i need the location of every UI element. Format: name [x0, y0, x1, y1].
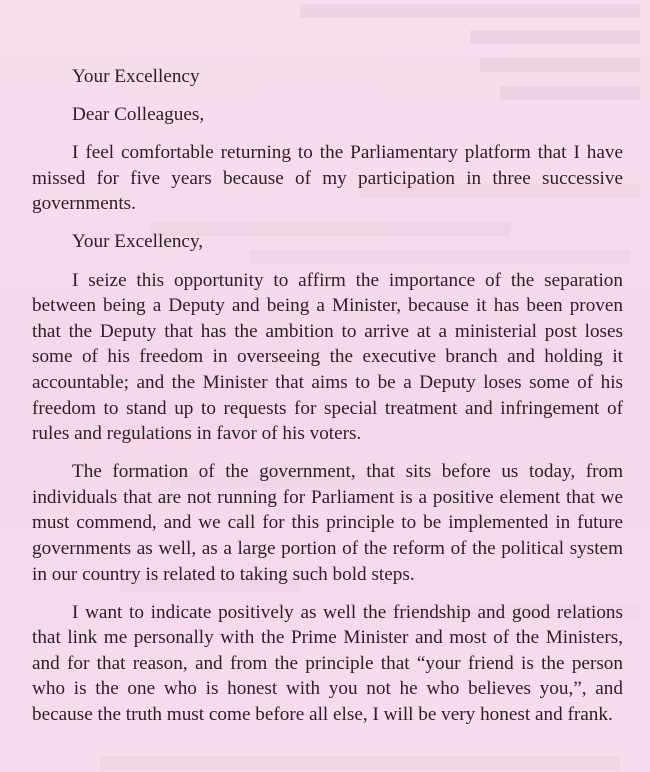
- paragraph-friendship: I want to indicate positively as well the friendship and good relations that link me personally with the Prime Minister and most of the Ministers, and for that reason, and from the principle that “your friend is the person who is the one who is honest with you not he who believes you,”, and because the truth must come before all else, I will be very honest and frank.: [32, 601, 623, 726]
- salutation-your-excellency-2: Your Excellency,: [72, 231, 204, 253]
- letter-body: [32, 64, 623, 740]
- paragraph-separation: I seize this opportunity to affirm the importance of the separation between being a Deputy and being a Minister, because it has been proven that the Deputy that has the ambition to arrive at a ministerial post loses some of his freedom in overseeing the executive branch and holding it accountable; and the Minister that aims to be a Deputy loses some of his freedom to stand up to requests for special treatment and infringement of rules and regulations in favor of his voters.: [32, 269, 623, 445]
- paragraph-formation: The formation of the government, that sits before us today, from individuals that are not running for Parliament is a positive element that we must commend, and we call for this principle to be implemented in future governments as well, as a large portion of the reform of the political system in our country is related to taking such bold steps.: [32, 461, 623, 585]
- paragraph-returning: I feel comfortable returning to the Parliamentary platform that I have missed for five years because of my participation in three successive governments.: [32, 142, 623, 215]
- salutation-dear-colleagues: Dear Colleagues,: [72, 104, 205, 126]
- salutation-your-excellency: Your Excellency: [72, 66, 200, 87]
